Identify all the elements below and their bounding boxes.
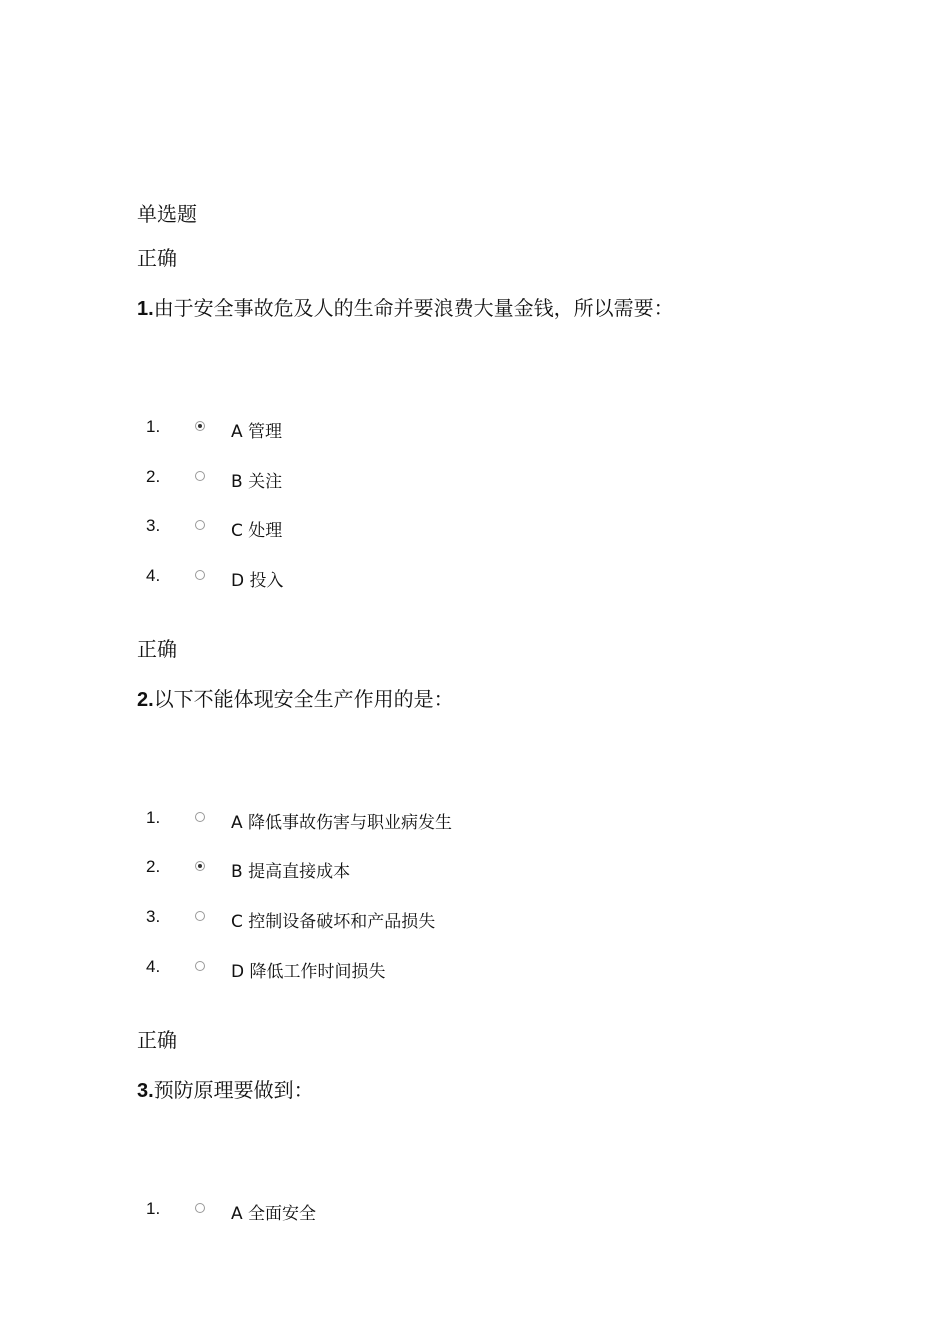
option-number: 2.: [146, 857, 161, 876]
option-row[interactable]: [0, 957, 950, 981]
radio-button[interactable]: [195, 520, 205, 530]
radio-button[interactable]: [195, 471, 205, 481]
option-number: 3.: [146, 516, 161, 535]
option-row[interactable]: [0, 1199, 950, 1223]
option-number: 1.: [146, 1199, 161, 1218]
option-label: D 投入: [231, 571, 284, 591]
option-row[interactable]: [0, 907, 950, 931]
radio-button[interactable]: [195, 570, 205, 580]
option-row[interactable]: [0, 566, 950, 590]
option-row[interactable]: [0, 467, 950, 491]
option-number: 3.: [146, 907, 161, 926]
radio-button[interactable]: [195, 911, 205, 921]
option-row[interactable]: [0, 857, 950, 881]
question-number: 2.: [137, 689, 154, 711]
question-status: 正确: [137, 1028, 177, 1052]
question-body: 预防原理要做到：: [153, 1078, 314, 1102]
radio-button[interactable]: [195, 861, 205, 871]
option-label: A 全面安全: [231, 1204, 317, 1224]
option-row[interactable]: [0, 808, 950, 832]
radio-button[interactable]: [195, 1203, 205, 1213]
option-label: C 处理: [231, 521, 283, 541]
question-number: 1.: [137, 298, 154, 320]
radio-button[interactable]: [195, 961, 205, 971]
option-label: A 管理: [231, 422, 283, 442]
option-number: 4.: [146, 957, 161, 976]
question-number: 3.: [137, 1080, 154, 1102]
question-body: 以下不能体现安全生产作用的是：: [153, 687, 454, 711]
section-title: 单选题: [137, 202, 197, 226]
option-number: 4.: [146, 566, 161, 585]
question-text: [137, 1074, 314, 1103]
option-number: 1.: [146, 808, 161, 827]
question-status: 正确: [137, 637, 177, 661]
option-row[interactable]: [0, 516, 950, 540]
option-row[interactable]: [0, 417, 950, 441]
option-number: 2.: [146, 467, 161, 486]
option-label: B 提高直接成本: [231, 862, 351, 882]
option-label: B 关注: [231, 472, 283, 492]
option-label: A 降低事故伤害与职业病发生: [231, 813, 453, 833]
question-status: 正确: [137, 246, 177, 270]
option-number: 1.: [146, 417, 161, 436]
question-text: [137, 683, 454, 712]
question-body: 由于安全事故危及人的生命并要浪费大量金钱，所以需要：: [153, 296, 674, 320]
option-label: D 降低工作时间损失: [231, 962, 386, 982]
question-text: [137, 292, 674, 321]
option-label: C 控制设备破坏和产品损失: [231, 912, 436, 932]
radio-button[interactable]: [195, 421, 205, 431]
radio-button[interactable]: [195, 812, 205, 822]
